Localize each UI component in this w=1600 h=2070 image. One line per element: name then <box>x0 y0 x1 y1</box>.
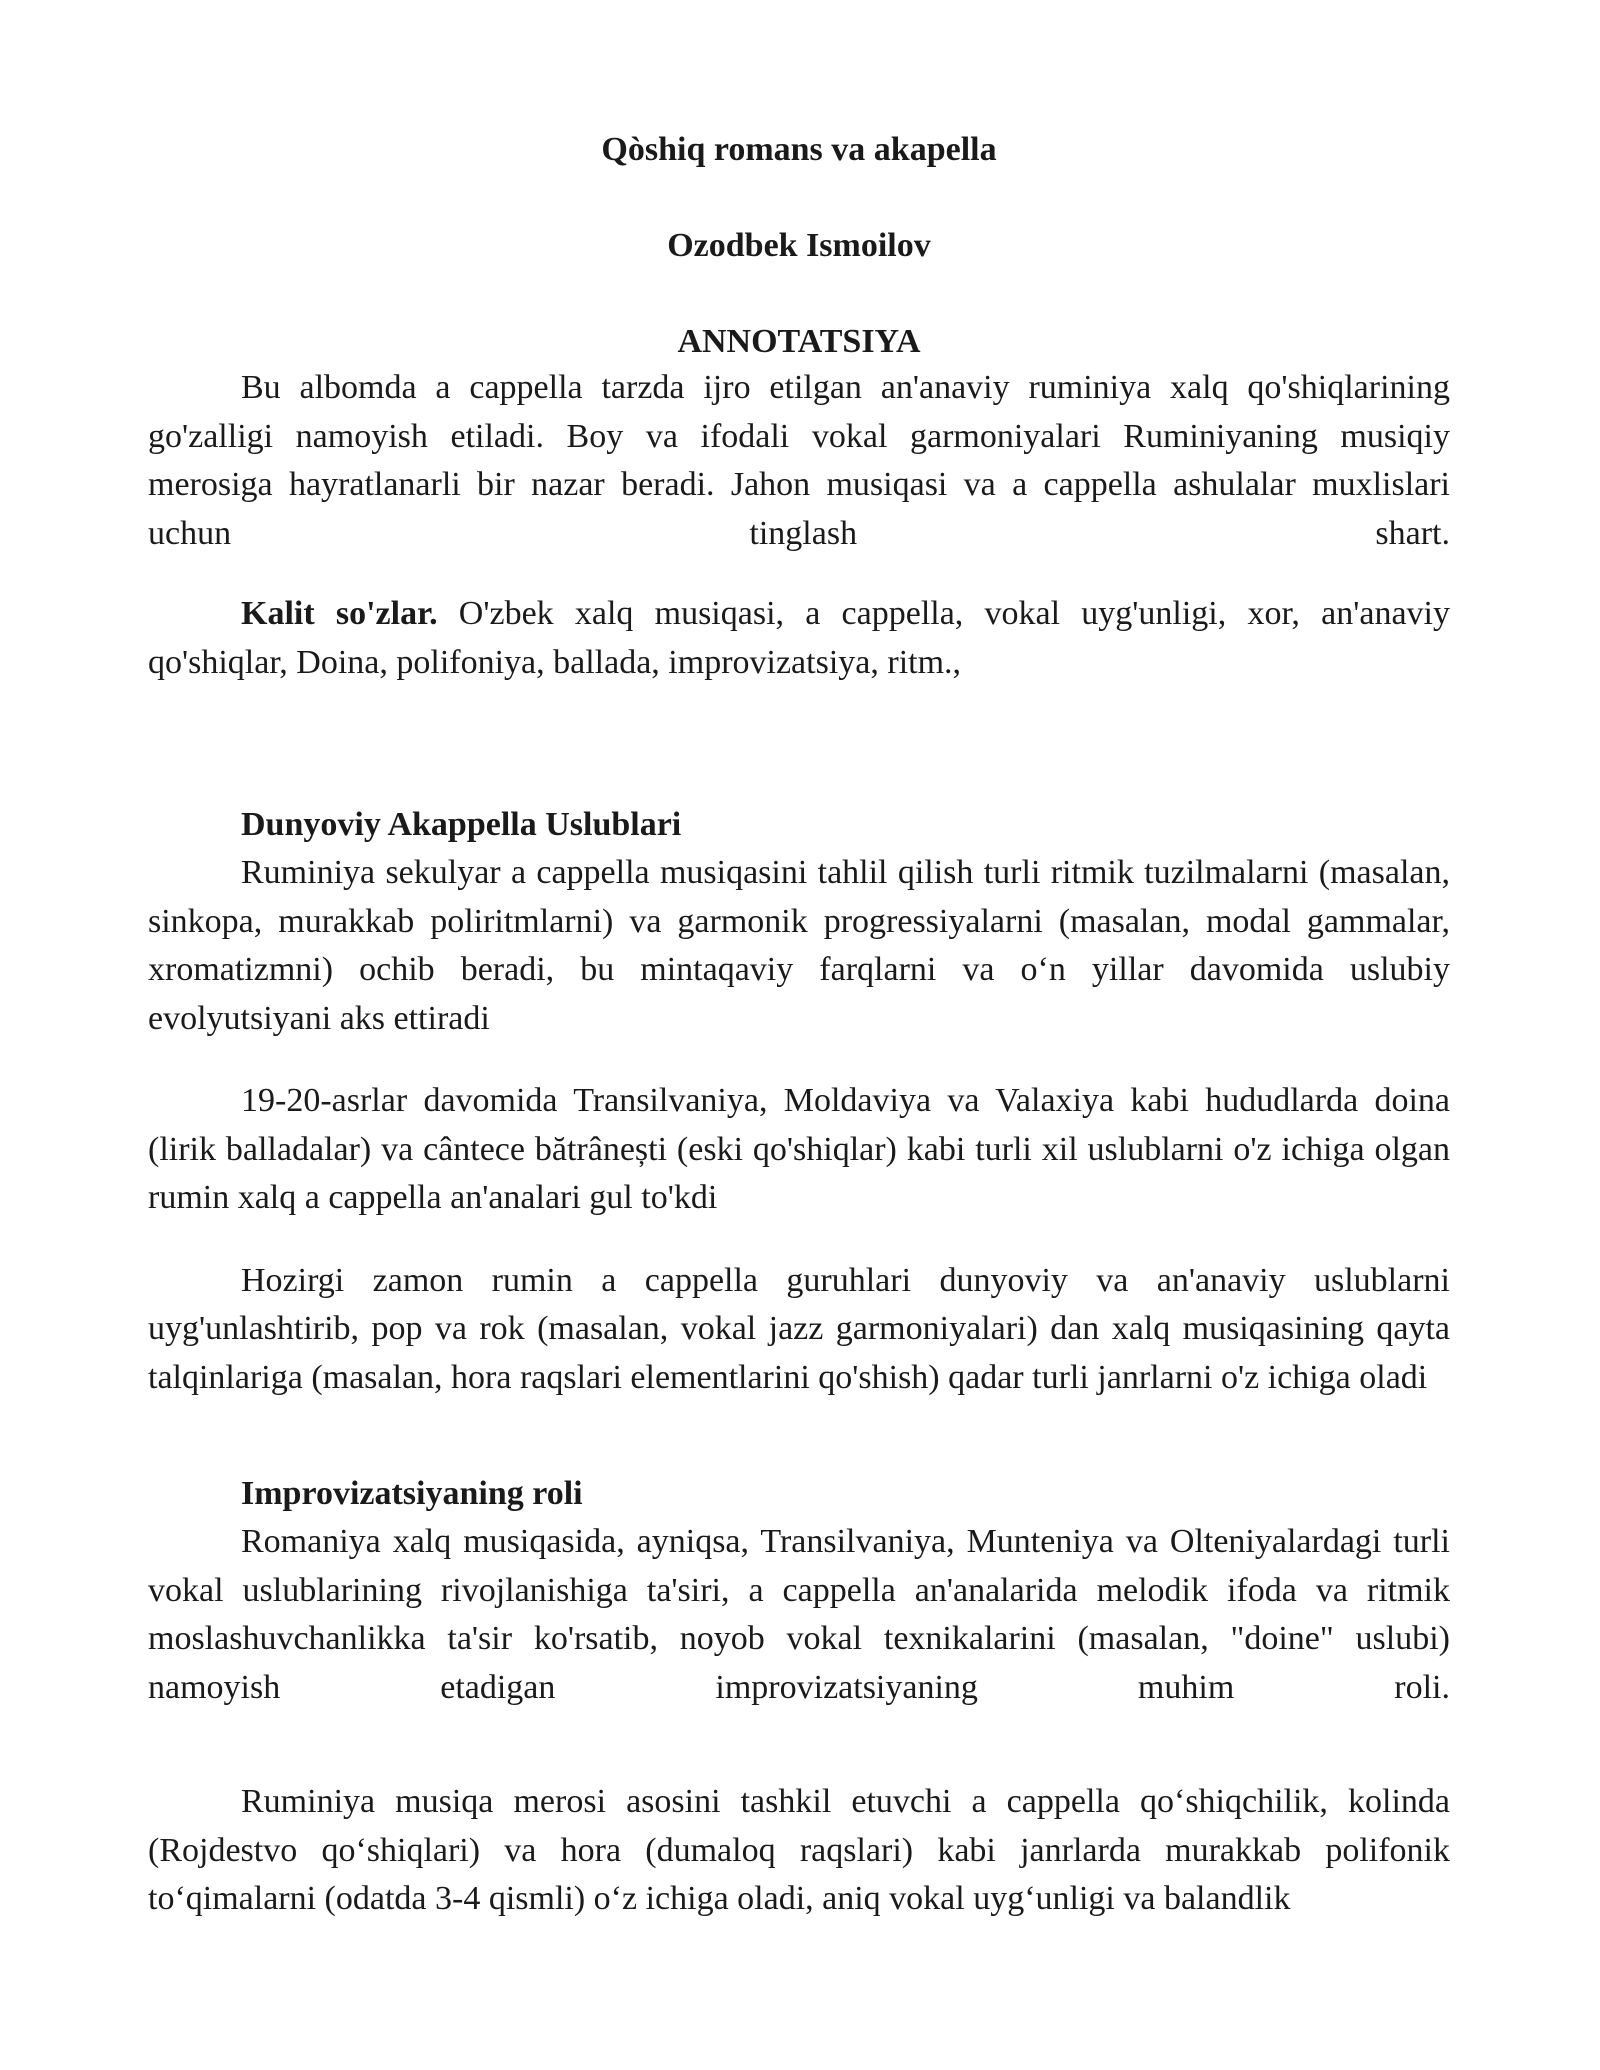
section-heading-improvizatsiya: Improvizatsiyaning roli <box>241 1475 583 1512</box>
author-name: Ozodbek Ismoilov <box>667 227 931 264</box>
document-page <box>148 128 1450 1924</box>
section-heading-akappella: Dunyoviy Akappella Uslublari <box>241 806 682 843</box>
keywords-label: Kalit so'zlar. <box>241 595 438 632</box>
section1-paragraph-1: Ruminiya sekulyar a cappella musiqasini tahlil qilish turli ritmik tuzilmalarni (masalan, sinkopa, murakkab poliritmlarni) va garmonik progressiyalarni (masalan, modal gammalar, xromatizmni) ochib beradi, bu mintaqaviy farqlarni va o‘n yillar davomida uslubiy evolyutsiyani aks ettiradi <box>148 854 1450 1037</box>
section1-paragraph-3: Hozirgi zamon rumin a cappella guruhlari dunyoviy va an'anaviy uslublarni uyg'unlashtirib, pop va rok (masalan, vokal jazz garmoniyalari) dan xalq musiqasining qayta talqinlariga (masalan, hora raqslari elementlarini qo'shish) qadar turli janrlarni o'z ichiga oladi <box>148 1261 1450 1396</box>
annotation-paragraph: Bu albomda a cappella tarzda ijro etilgan an'anaviy ruminiya xalq qo'shiqlarining go'zalligi namoyish etiladi. Boy va ifodali vokal garmoniyalari Ruminiyaning musiqiy merosiga hayratlanarli bir nazar beradi. Jahon musiqasi va a cappella ashulalar muxlislari uchun tinglash shart. <box>148 369 1450 552</box>
keywords-paragraph <box>148 590 1450 687</box>
section2-paragraph-1: Romaniya xalq musiqasida, ayniqsa, Transilvaniya, Munteniya va Olteniyalardagi turli vokal uslublarining rivojlanishiga ta'siri, a cappella an'analarida melodik ifoda va ritmik moslashuvchanlikka ta'sir ko'rsatib, noyob vokal texnikalarini (masalan, "doine" uslubi) namoyish etadigan improvizatsiyaning muhim roli. <box>148 1523 1450 1706</box>
section2-paragraph-2: Ruminiya musiqa merosi asosini tashkil etuvchi a cappella qo‘shiqchilik, kolinda (Rojdestvo qo‘shiqlari) va hora (dumaloq raqslari) kabi janrlarda murakkab polifonik to‘qimalarni (odatda 3-4 qismli) o‘z ichiga oladi, aniq vokal uyg‘unligi va balandlik <box>148 1783 1450 1917</box>
section1-paragraph-2: 19-20-asrlar davomida Transilvaniya, Moldaviya va Valaxiya kabi hududlarda doina (lirik balladalar) va cântece bătrânești (eski qo'shiqlar) kabi turli xil uslublarni o'z ichiga olgan rumin xalq a cappella an'analari gul to'kdi <box>148 1082 1450 1216</box>
annotation-heading: ANNOTATSIYA <box>677 323 921 360</box>
document-title: Qòshiq romans va akapella <box>601 131 997 168</box>
keywords-text: O'zbek xalq musiqasi, a cappella, vokal uyg'unligi, xor, an'anaviy qo'shiqlar, Doina, polifoniya, ballada, improvizatsiya, ritm., <box>148 595 1450 681</box>
